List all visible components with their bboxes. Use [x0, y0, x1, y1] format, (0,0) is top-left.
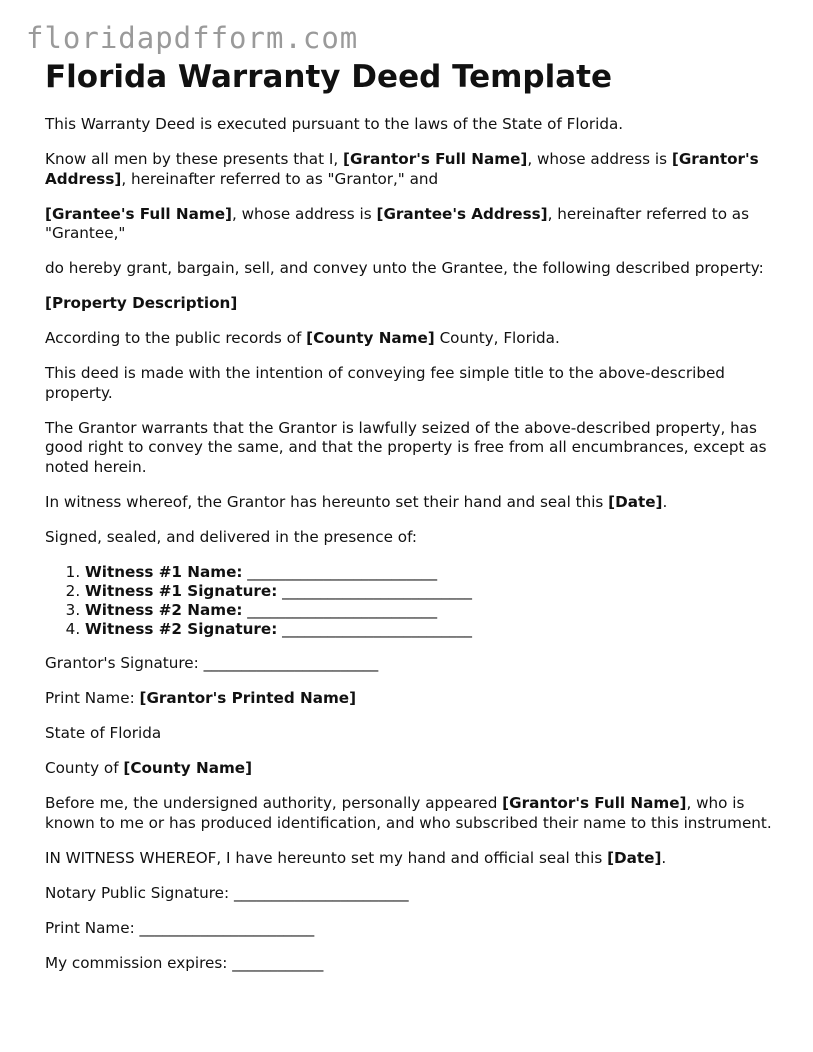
know-all-men-paragraph — [45, 150, 785, 189]
witness-1-signature-line[interactable]: _________________________ — [277, 581, 472, 600]
grantee-address-placeholder: [Grantee's Address] — [376, 204, 548, 223]
intro-paragraph: This Warranty Deed is executed pursuant to the laws of the State of Florida. — [45, 115, 624, 133]
list-item — [85, 601, 785, 620]
witness-text-1: In witness whereof, the Grantor has hereunto set their hand and seal this — [45, 492, 609, 511]
signed-sealed-paragraph: Signed, sealed, and delivered in the presence of: — [45, 527, 418, 546]
witness-list — [45, 563, 785, 639]
county-label: County of — [45, 759, 124, 777]
grantor-name-placeholder: [Grantor's Full Name] — [502, 794, 687, 812]
witness-1-name-line[interactable]: _________________________ — [242, 562, 438, 581]
grantee-paragraph — [45, 205, 785, 244]
before-me-paragraph — [45, 794, 785, 833]
before-text-1: Before me, the undersigned authority, personally appeared — [45, 794, 503, 812]
property-description-placeholder: [Property Description] — [45, 294, 238, 312]
print-name-line — [45, 689, 785, 709]
in-witness-paragraph — [45, 849, 785, 869]
property-description-paragraph — [45, 294, 785, 314]
grantee-name-placeholder: [Grantee's Full Name] — [45, 204, 232, 223]
in-witness-text-1: IN WITNESS WHEREOF, I have hereunto set my hand and official seal this — [45, 848, 608, 867]
county-name-placeholder: [County Name] — [306, 329, 435, 347]
fee-simple-paragraph: This deed is made with the intention of conveying fee simple title to the above-described property. — [45, 364, 725, 402]
list-item — [85, 620, 785, 639]
witness-text-2: . — [662, 492, 668, 511]
print-name-label: Print Name: — [45, 689, 140, 707]
county-line — [45, 759, 785, 779]
watermark: floridapdfform.com — [26, 21, 359, 55]
records-text-1: According to the public records of — [45, 329, 307, 347]
list-item — [85, 563, 785, 582]
commission-expires-line[interactable]: My commission expires: ____________ — [45, 953, 324, 972]
grant-paragraph: do hereby grant, bargain, sell, and convey unto the Grantee, the following described property: — [45, 259, 764, 277]
grantee-text-2: , hereinafter referred to as "Grantee," — [45, 204, 750, 242]
list-item — [85, 582, 785, 601]
county-name-placeholder: [County Name] — [123, 759, 253, 777]
witness-label: Witness #2 Signature: — [85, 619, 278, 638]
date-placeholder: [Date] — [608, 492, 663, 511]
grantor-signature-line[interactable]: Grantor's Signature: _______________________ — [45, 654, 379, 672]
grantee-text-1: , whose address is — [231, 204, 377, 223]
notary-signature-line[interactable]: Notary Public Signature: _______________________ — [45, 883, 409, 902]
witness-label: Witness #1 Signature: — [85, 581, 278, 600]
in-witness-text-2: . — [661, 848, 667, 867]
page-title: Florida Warranty Deed Template — [45, 59, 613, 95]
know-text-2: , whose address is — [527, 150, 672, 168]
state-line: State of Florida — [45, 724, 162, 742]
witness-2-signature-line[interactable]: _________________________ — [277, 619, 472, 638]
document-page — [45, 56, 785, 973]
notary-print-name-line[interactable]: Print Name: _______________________ — [45, 918, 315, 937]
witness-label: Witness #1 Name: — [85, 562, 243, 581]
before-text-2: , who is known to me or has produced identification, and who subscribed their name to this instrument. — [45, 794, 772, 832]
witness-2-name-line[interactable]: _________________________ — [242, 600, 438, 619]
public-records-paragraph — [45, 329, 785, 349]
witness-whereof-paragraph — [45, 493, 785, 513]
grantor-name-placeholder: [Grantor's Full Name] — [343, 150, 528, 168]
date-placeholder: [Date] — [607, 848, 662, 867]
witness-label: Witness #2 Name: — [85, 600, 243, 619]
know-text-1: Know all men by these presents that I, — [45, 150, 344, 168]
grantor-address-placeholder: [Grantor's Address] — [45, 150, 759, 188]
records-text-2: County, Florida. — [434, 329, 560, 347]
warranty-paragraph: The Grantor warrants that the Grantor is lawfully seized of the above-described property, has good right to convey the same, and that the property is free from all encumbrances, except as noted herein. — [45, 418, 767, 476]
grantor-printed-name-placeholder: [Grantor's Printed Name] — [139, 689, 357, 707]
know-text-3: , hereinafter referred to as "Grantor," and — [121, 169, 439, 188]
